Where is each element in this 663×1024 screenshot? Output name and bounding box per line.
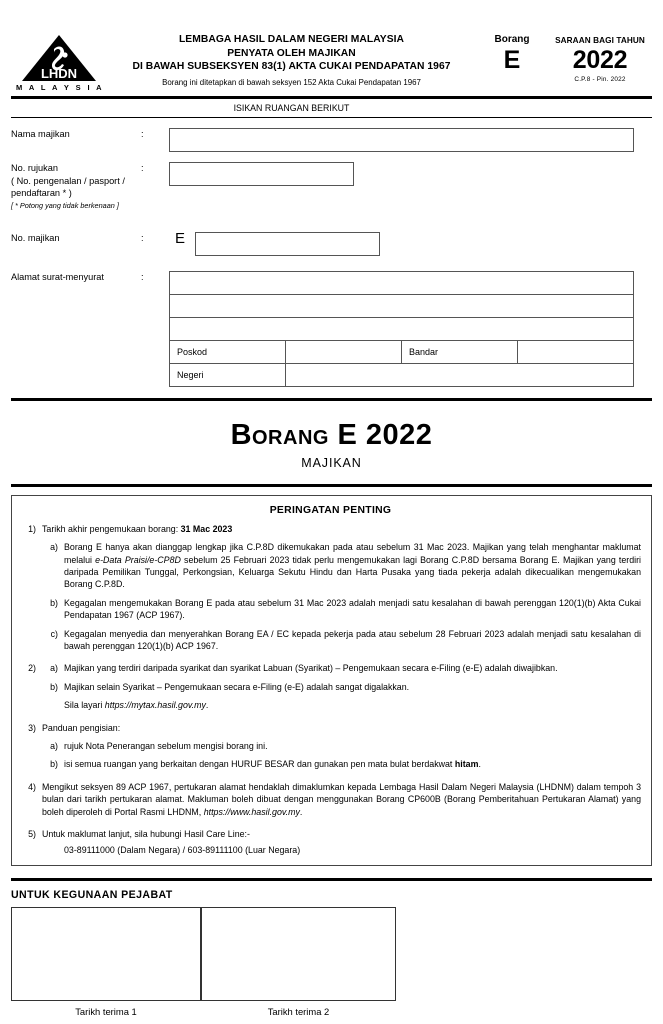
no-rujukan-input[interactable] (169, 162, 354, 186)
notice-item-1-deadline: 31 Mac 2023 (180, 523, 233, 534)
tarikh-terima-2-caption: Tarikh terima 2 (267, 1005, 330, 1017)
field-no-rujukan (11, 162, 652, 211)
alamat-line-1-row (170, 271, 634, 294)
notice-item-1a-body (64, 541, 641, 591)
office-use-boxes (11, 907, 652, 1001)
notice-item-3-body: Panduan pengisian: (42, 722, 121, 733)
mytax-link-suffix: . (205, 700, 209, 711)
tarikh-terima-1-box[interactable] (11, 907, 201, 1001)
notice-item-4-number: 4) (28, 781, 36, 792)
alamat-line-2-row (170, 294, 634, 317)
spacer (20, 772, 641, 781)
notice-item-1a (20, 541, 641, 591)
notice-item-4-part2: . (299, 806, 303, 817)
notice-item-4-part1: Mengikut seksyen 89 ACP 1967, pertukaran alamat hendaklah dimaklumkan kepada Lembaga Hasil Dalam Negeri Malaysia (LHDNM) dalam tempoh 3 bulan dari tarikh pertukaran alamat. Makluman boleh dibuat dengan menggunakan Borang CP600B (Borang Pemberitahuan Pertukaran Alamat) yang boleh diperoleh di Portal Rasmi LHDNM, (42, 781, 641, 817)
notice-item-5 (20, 828, 641, 840)
mytax-url[interactable]: https://mytax.hasil.gov.my (104, 700, 206, 711)
notice-item-2-footer-spacer (20, 699, 64, 711)
spacer (20, 713, 641, 722)
header-title-block (107, 30, 476, 89)
notice-item-3b (20, 758, 641, 770)
tahun-block (548, 30, 652, 84)
notice-item-2b-number: b) (50, 681, 58, 692)
logo-mark-text: LHDN (40, 66, 78, 81)
tarikh-terima-1-caption: Tarikh terima 1 (75, 1005, 137, 1017)
alamat-line-3-row (170, 317, 634, 340)
notice-item-5-body: Untuk maklumat lanjut, sila hubungi Hasil Care Line:- (42, 829, 250, 840)
tahun-label: SARAAN BAGI TAHUN (555, 36, 645, 45)
notice-item-3b-number: b) (50, 759, 58, 770)
tahun-value: 2022 (572, 46, 628, 74)
borang-letter: E (503, 46, 521, 74)
notice-item-5-phone-spacer (20, 844, 64, 856)
notice-item-1a-italic: e-Data Praisi/e-CP8D (95, 554, 181, 565)
notice-item-1a-number: a) (50, 542, 58, 553)
notice-item-3 (20, 722, 641, 734)
notice-item-2-footer (20, 699, 641, 711)
negeri-value-cell[interactable] (286, 363, 634, 386)
field-no-majikan (11, 229, 652, 256)
nama-majikan-label: Nama majikan (11, 129, 70, 139)
notice-item-3b-body (64, 758, 641, 770)
notice-item-1c-body: Kegagalan menyedia dan menyerahkan Borang EA / EC kepada pekerja pada atau sebelum 28 Februari 2023 adalah menjadi satu kesalahan di bawah perenggan 120(1)(b) ACP 1967. (64, 628, 641, 652)
page-subtitle: MAJIKAN (301, 455, 362, 470)
notice-heading: PERINGATAN PENTING (269, 504, 392, 516)
notice-item-2a-body: Majikan yang terdiri daripada syarikat dan syarikat Labuan (Syarikat) – Pengemukaan secara e-Filing (e-E) adalah diwajibkan. (64, 663, 558, 674)
notice-item-1-text: Tarikh akhir pengemukaan borang: (42, 523, 181, 534)
nama-majikan-input[interactable] (169, 128, 634, 152)
notice-item-2b-body: Majikan selain Syarikat – Pengemukaan secara e-Filing (e-E) adalah sangat digalakkan. (64, 681, 410, 692)
borang-label: Borang (494, 34, 530, 45)
form-revision-note: C.P.8 - Pin. 2022 (574, 76, 626, 83)
spacer (20, 819, 641, 828)
notice-item-1b-body: Kegagalan mengemukakan Borang E pada atau sebelum 31 Mac 2023 adalah menjadi satu kesalahan di bawah perenggan 120(1)(b) Akta Cukai Pendapatan 1967 (ACP 1967). (64, 597, 641, 621)
alamat-line-1-cell[interactable] (170, 271, 634, 294)
notice-item-2-footer-body (64, 699, 641, 711)
title-note: Borang ini ditetapkan di bawah seksyen 152 Akta Cukai Pendapatan 1967 (162, 77, 421, 87)
title-divider (11, 484, 652, 487)
no-majikan-prefix: E (175, 229, 186, 247)
negeri-row (170, 363, 634, 386)
alamat-label: Alamat surat-menyurat (11, 271, 104, 282)
notice-item-1b-number: b) (50, 597, 58, 608)
nama-majikan-colon: : (141, 129, 144, 139)
field-alamat (11, 271, 652, 387)
notice-item-2a-number: a) (50, 663, 58, 674)
notice-item-2b (20, 681, 641, 693)
notice-item-3-number: 3) (28, 722, 36, 733)
no-rujukan-label-line3: pendaftaran * ) (11, 188, 72, 199)
notice-item-3b-bold: hitam (454, 759, 479, 770)
borang-block (476, 30, 548, 74)
notice-item-1 (20, 523, 641, 535)
hasil-url[interactable]: https://www.hasil.gov.my (203, 806, 300, 817)
notice-item-1b (20, 597, 641, 622)
field-nama-majikan (11, 128, 652, 152)
office-use-captions (11, 1006, 652, 1017)
notice-item-1-body (42, 523, 641, 535)
bandar-label: Bandar (402, 340, 518, 363)
notice-item-4-body (42, 781, 641, 818)
hasil-care-line-numbers[interactable]: 03-89111000 (Dalam Negara) / 603-89111100 (Luar Negara) (64, 844, 301, 855)
no-majikan-colon: : (141, 232, 144, 243)
poskod-label: Poskod (170, 340, 286, 363)
page-title: Borang E 2022 (230, 418, 433, 451)
tarikh-terima-2-box[interactable] (201, 907, 396, 1001)
alamat-line-3-cell[interactable] (170, 317, 634, 340)
form-fields (11, 118, 652, 387)
notice-item-3a (20, 740, 641, 752)
negeri-label: Negeri (170, 363, 286, 386)
notice-item-1a-part2: sebelum 25 Februari 2023 tidak perlu mengemukakan lagi Borang C.P.8D bersama Borang E. Majikan yang terdiri daripada Pemilikan Tunggal, Perkongsian, Keluarga Sekutu Hindu dan Harta Pusaka yang tiada pekerja adalah dikecualikan mengemukakan Borang C.P.8D. (64, 554, 641, 590)
notice-item-3a-body: rujuk Nota Penerangan sebelum mengisi borang ini. (64, 741, 268, 752)
notice-item-2a (20, 662, 641, 674)
fill-instruction: ISIKAN RUANGAN BERIKUT (233, 103, 350, 113)
title-line-1: LEMBAGA HASIL DALAM NEGERI MALAYSIA (178, 34, 405, 45)
no-rujukan-label (11, 162, 141, 211)
notice-item-3b-part1: isi semua ruangan yang berkaitan dengan HURUF BESAR dan gunakan pen mata bulat berdakwat (64, 759, 455, 770)
notice-item-1a-part1: Borang E hanya akan dianggap lengkap jika C.P.8D dikemukakan pada atau sebelum 31 Mac 2023. Majikan yang telah menghantar maklumat melalui (64, 542, 641, 565)
notice-item-3a-number: a) (50, 741, 58, 752)
triangle-logo-icon (21, 34, 97, 82)
no-majikan-input[interactable] (195, 232, 380, 256)
bandar-value-cell[interactable] (518, 340, 634, 363)
notice-item-2-number: 2) (28, 663, 36, 674)
alamat-line-2-cell[interactable] (170, 294, 634, 317)
notice-item-4 (20, 781, 641, 818)
notice-item-5-phone (20, 844, 641, 856)
document-header (11, 0, 652, 92)
office-divider (11, 878, 652, 881)
notice-item-1-number: 1) (28, 523, 36, 534)
alamat-table (169, 271, 634, 387)
mytax-link-prefix: Sila layari (64, 700, 105, 711)
poskod-value-cell[interactable] (286, 340, 402, 363)
notice-item-3b-part2: . (478, 759, 481, 770)
no-rujukan-colon: : (141, 163, 144, 173)
notice-item-1c (20, 628, 641, 653)
important-notice-box (11, 495, 652, 866)
no-majikan-label: No. majikan (11, 232, 60, 243)
notice-item-5-number: 5) (28, 829, 36, 840)
notice-item-1c-number: c) (50, 628, 58, 639)
no-rujukan-label-line1: No. rujukan (11, 163, 58, 173)
section-divider (11, 398, 652, 401)
no-rujukan-label-line2: ( No. pengenalan / pasport / (11, 175, 125, 186)
lhdn-logo (11, 30, 107, 92)
no-rujukan-label-note: [ * Potong yang tidak berkenaan ] (11, 200, 119, 210)
poskod-bandar-row (170, 340, 634, 363)
title-line-2: PENYATA OLEH MAJIKAN (227, 47, 356, 59)
spacer (20, 653, 641, 662)
title-line-3: DI BAWAH SUBSEKSYEN 83(1) AKTA CUKAI PENDAPATAN 1967 (132, 61, 451, 73)
office-use-title: UNTUK KEGUNAAN PEJABAT (11, 888, 173, 901)
logo-sub-text: M A L A Y S I A (16, 83, 104, 92)
alamat-colon: : (141, 271, 144, 282)
